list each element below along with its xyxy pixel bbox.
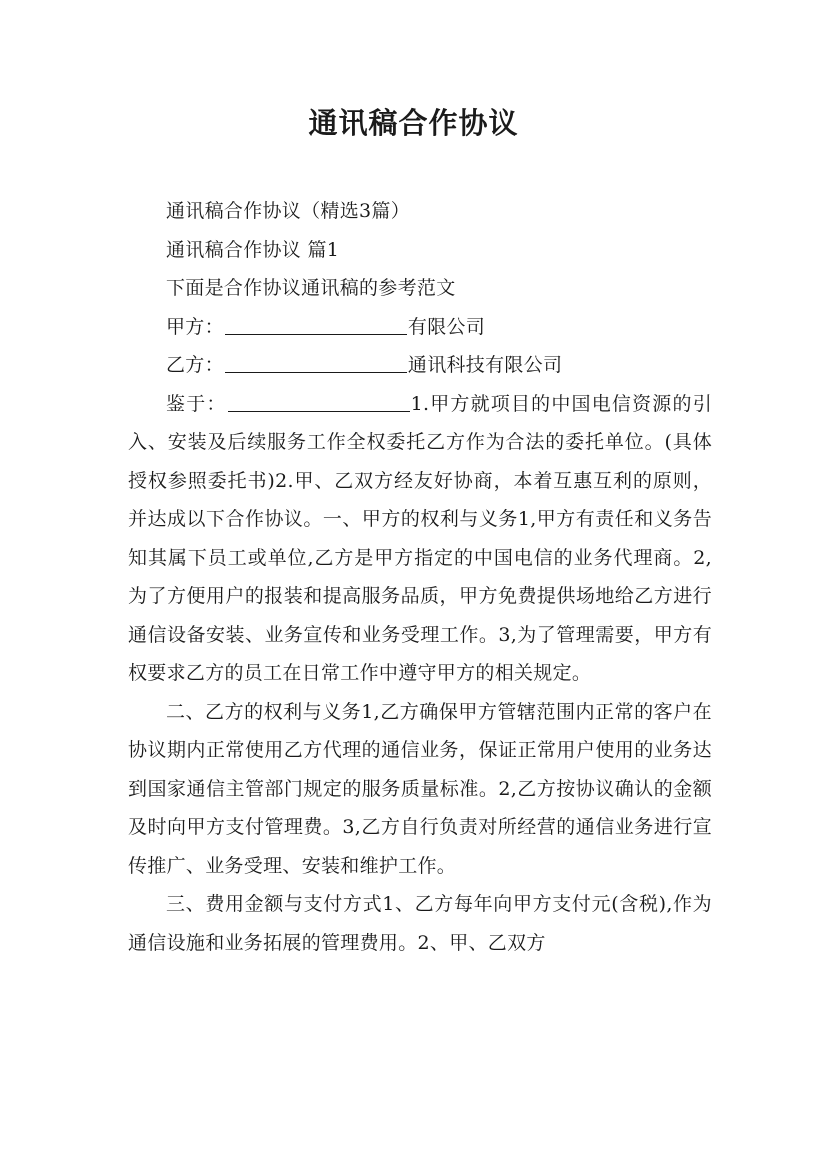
party-a-suffix: 有限公司 [407, 315, 486, 338]
intro-line: 下面是合作协议通讯稿的参考范文 [166, 277, 456, 299]
subtitle-line: 通讯稿合作协议（精选3篇） [166, 200, 410, 222]
whereas-label: 鉴于： [166, 392, 227, 415]
document-body [128, 192, 712, 962]
party-b-line [128, 346, 712, 385]
whereas-text: 1.甲方就项目的中国电信资源的引入、安装及后续服务工作全权委托乙方作为合法的委托单位。(具体授权参照委托书)2.甲、乙双方经友好协商，本着互惠互利的原则，并达成以下合作协议。一、甲方的权利与义务1,甲方有责任和义务告知其属下员工或单位,乙方是甲方指定的中国电信的业务代理商。2,为了方便用户的报装和提高服务品质，甲方免费提供场地给乙方进行通信设备安装、业务宣传和业务受理工作。3,为了管理需要，甲方有权要求乙方的员工在日常工作中遵守甲方的相关规定。 [128, 392, 712, 684]
party-b-suffix: 通讯科技有限公司 [407, 354, 563, 376]
party-a-line [128, 308, 712, 347]
part-heading: 通讯稿合作协议 篇1 [166, 238, 340, 261]
party-a-blank [225, 315, 407, 335]
party-a-label: 甲方： [166, 315, 224, 338]
party-b-blank [225, 353, 407, 373]
whereas-blank [228, 392, 410, 412]
document-title: 通讯稿合作协议 [308, 106, 519, 140]
section-three-paragraph: 三、费用金额与支付方式1、乙方每年向甲方支付元(含税),作为通信设施和业务拓展的管理费用。2、甲、乙双方 [128, 893, 712, 954]
whereas-paragraph [128, 385, 712, 693]
section-two-paragraph: 二、乙方的权利与义务1,乙方确保甲方管辖范围内正常的客户在协议期内正常使用乙方代理的通信业务，保证正常用户使用的业务达到国家通信主管部门规定的服务质量标准。2,乙方按协议确认的金额及时向甲方支付管理费。3,乙方自行负责对所经营的通信业务进行宣传推广、业务受理、安装和维护工作。 [128, 700, 712, 877]
party-b-label: 乙方： [166, 354, 224, 376]
